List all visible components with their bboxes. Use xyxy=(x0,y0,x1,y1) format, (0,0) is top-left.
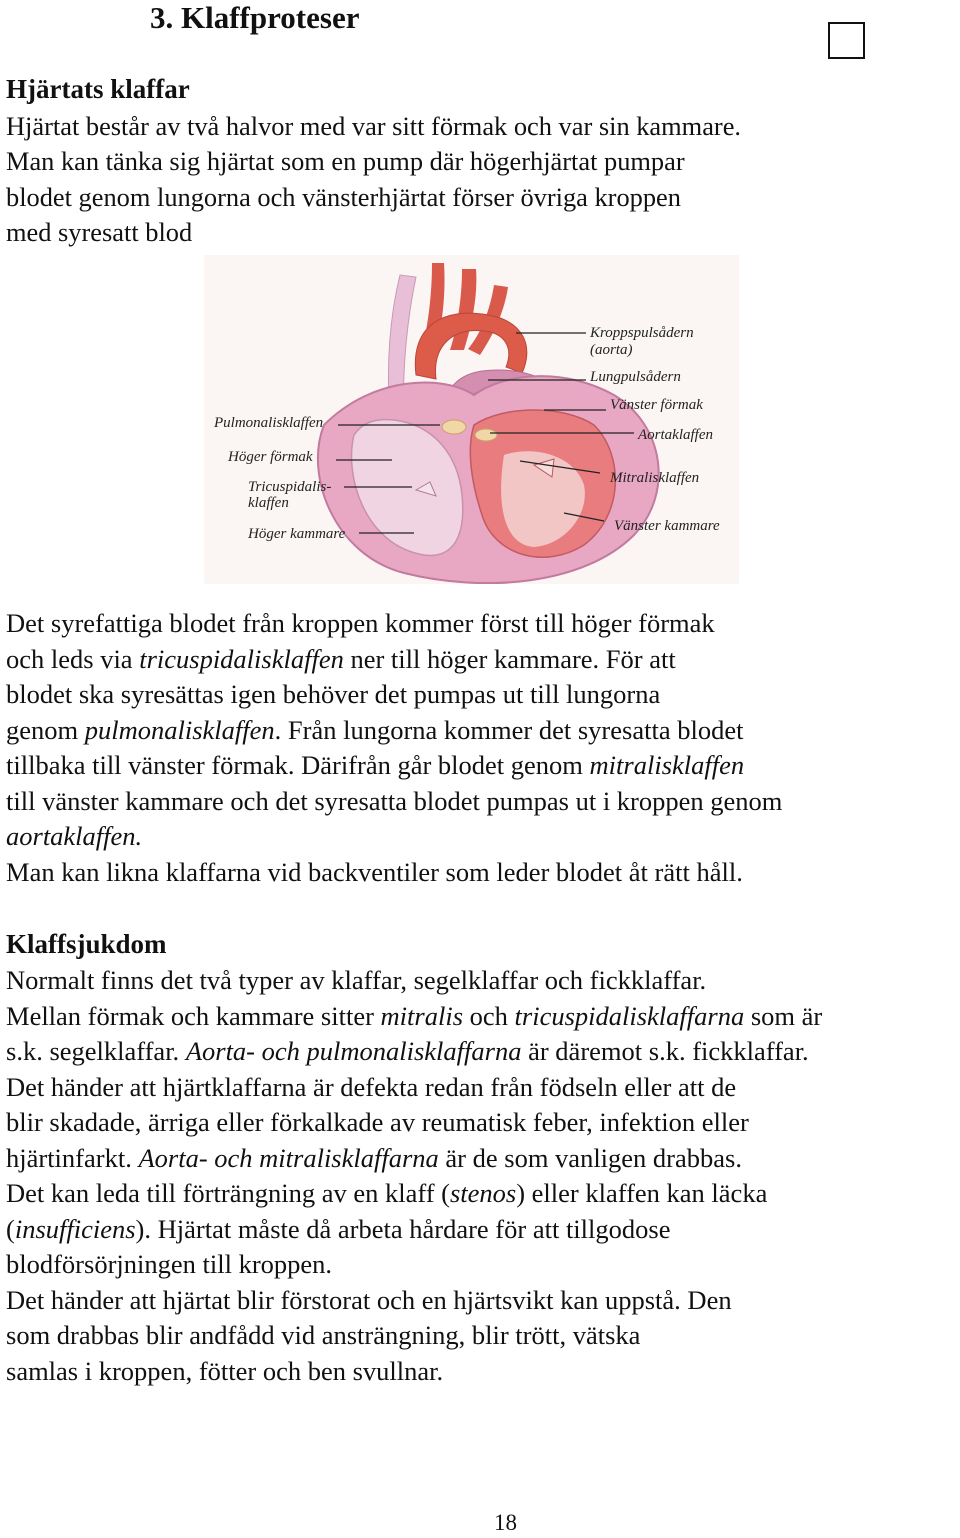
label-tricuspid-valve: Tricuspidalis- xyxy=(248,479,332,495)
section-heading-valves: Hjärtats klaffar xyxy=(6,74,190,104)
intro-paragraph xyxy=(6,109,960,250)
label-mitral-valve: Mitralisklaffen xyxy=(610,470,700,486)
label-tricuspid-valve-cont: klaffen xyxy=(248,495,289,511)
text-line: hjärtinfarkt. Aorta- och mitralisklaffarna är de som vanligen drabbas. xyxy=(6,1142,742,1173)
text-line: Det kan leda till förträngning av en klaff (stenos) eller klaffen kan läcka xyxy=(6,1178,768,1208)
text-line: aortaklaffen. xyxy=(6,821,143,851)
section-heading-valve-disease: Klaffsjukdom xyxy=(6,929,167,959)
text-line: Man kan likna klaffarna vid backventiler som leder blodet åt rätt håll. xyxy=(6,856,743,887)
text-line: till vänster kammare och det syresatta blodet pumpas ut i kroppen genom xyxy=(6,785,783,816)
page-number: 18 xyxy=(494,1510,517,1535)
checkbox[interactable] xyxy=(828,22,865,59)
text-line: blir skadade, ärriga eller förkalkade av reumatisk feber, infektion eller xyxy=(6,1107,749,1137)
label-pulmonary-valve: Pulmonalisklaffen xyxy=(214,415,324,431)
text-line: Det händer att hjärtklaffarna är defekta redan från födseln eller att de xyxy=(6,1071,737,1102)
chapter-title: 3. Klaffproteser xyxy=(150,0,360,35)
label-aorta-parenthetical: (aorta) xyxy=(590,342,633,358)
text-line: som drabbas blir andfådd vid ansträngning, blir trött, vätska xyxy=(6,1320,641,1350)
text-line: tillbaka till vänster förmak. Därifrån går blodet genom mitralisklaffen xyxy=(6,750,745,780)
text-line: Normalt finns det två typer av klaffar, segelklaffar och fickklaffar. xyxy=(6,965,707,995)
text-line: med syresatt blod xyxy=(6,216,193,247)
text-line: (insufficiens). Hjärtat måste då arbeta hårdare för att tillgodose xyxy=(6,1213,671,1244)
text-line: genom pulmonalisklaffen. Från lungorna kommer det syresatta blodet xyxy=(6,714,744,745)
text-line: Hjärtat består av två halvor med var sitt förmak och var sin kammare. xyxy=(6,111,742,141)
label-left-ventricle: Vänster kammare xyxy=(614,518,720,534)
text-line: blodet genom lungorna och vänsterhjärtat förser övriga kroppen xyxy=(6,181,681,212)
text-line: Det händer att hjärtat blir förstorat och en hjärtsvikt kan uppstå. Den xyxy=(6,1284,732,1315)
valve-disease-paragraph xyxy=(6,963,960,1389)
heart-diagram xyxy=(204,255,739,584)
text-line: blodet ska syresättas igen behöver det pumpas ut till lungorna xyxy=(6,679,661,709)
label-aorta: Kroppspulsådern xyxy=(590,325,694,341)
label-left-atrium: Vänster förmak xyxy=(610,397,703,413)
text-line: Det syrefattiga blodet från kroppen kommer först till höger förmak xyxy=(6,608,715,638)
text-line: Man kan tänka sig hjärtat som en pump där högerhjärtat pumpar xyxy=(6,146,685,177)
text-line: och leds via tricuspidalisklaffen ner till höger kammare. För att xyxy=(6,643,676,674)
label-right-atrium: Höger förmak xyxy=(228,449,313,465)
heart-flow-paragraph xyxy=(6,606,960,890)
text-line: Mellan förmak och kammare sitter mitralis och tricuspidalisklaffarna som är xyxy=(6,1000,823,1031)
label-right-ventricle: Höger kammare xyxy=(248,526,346,542)
label-aortic-valve: Aortaklaffen xyxy=(638,427,713,443)
text-line: samlas i kroppen, fötter och ben svullnar. xyxy=(6,1355,444,1386)
label-pulmonary-artery: Lungpulsådern xyxy=(590,369,681,385)
text-line: blodförsörjningen till kroppen. xyxy=(6,1249,333,1279)
text-line: s.k. segelklaffar. Aorta- och pulmonalisklaffarna är däremot s.k. fickklaffar. xyxy=(6,1036,809,1066)
